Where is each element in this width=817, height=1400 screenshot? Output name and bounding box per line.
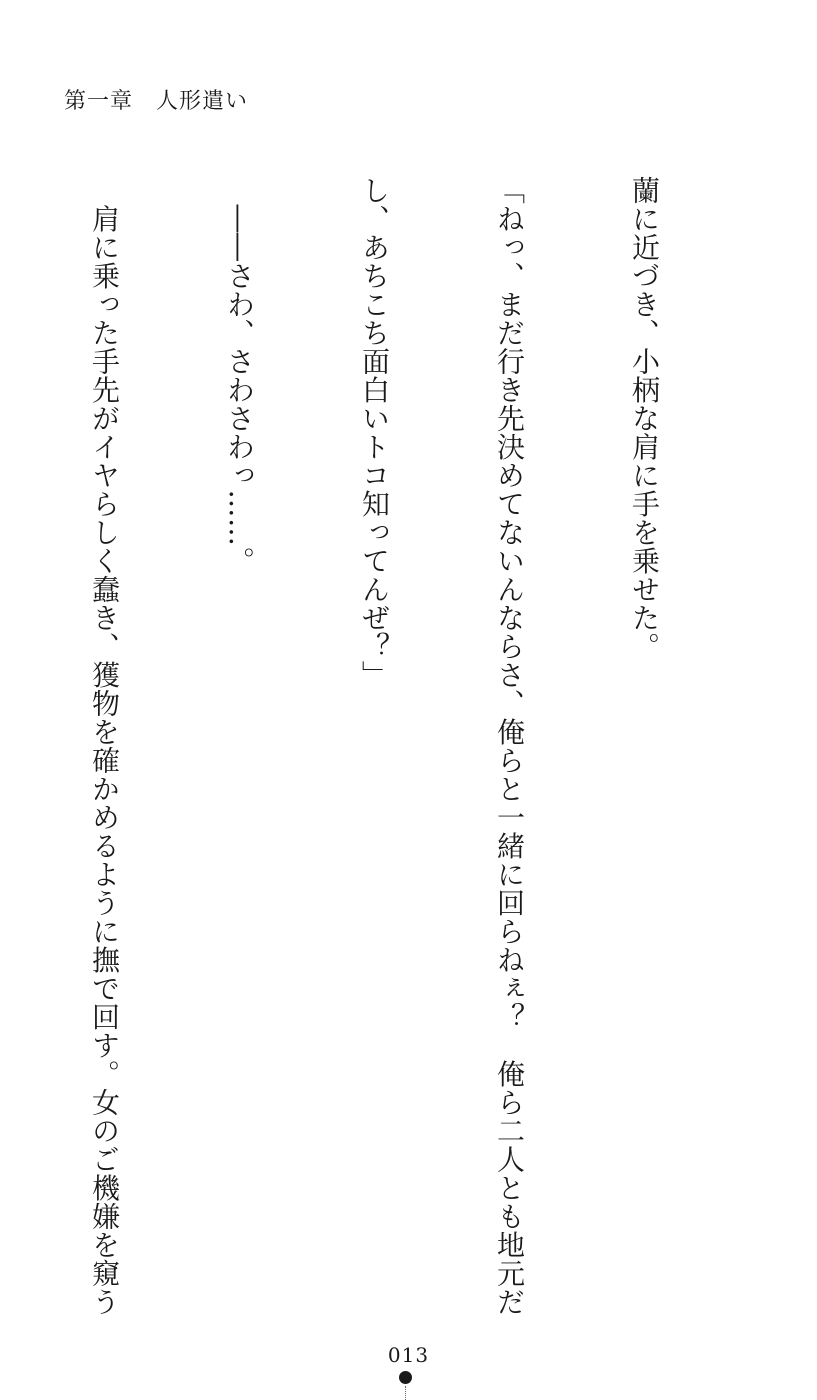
text-column: ――さわ、さわさわっ……。 <box>223 176 256 575</box>
page-marker-dot <box>399 1371 412 1384</box>
text-column: 蘭に近づき、小柄な肩に手を乗せた。 <box>628 176 661 661</box>
body-text <box>0 176 757 1316</box>
text-column: 「ねっ、まだ行き先決めてないんならさ、俺らと一緒に回らねぇ？ 俺ら二人とも地元だ <box>493 176 526 1316</box>
chapter-header: 第一章 人形遣い <box>64 89 249 114</box>
text-column: 肩に乗った手先がイヤらしく蠢き、獲物を確かめるように撫で回す。女のご機嫌を窺う <box>88 176 121 1316</box>
page-number: 013 <box>387 1343 430 1367</box>
text-column: し、あちこち面白いトコ知ってんぜ？」 <box>358 176 391 689</box>
page-marker-line <box>405 1386 406 1400</box>
